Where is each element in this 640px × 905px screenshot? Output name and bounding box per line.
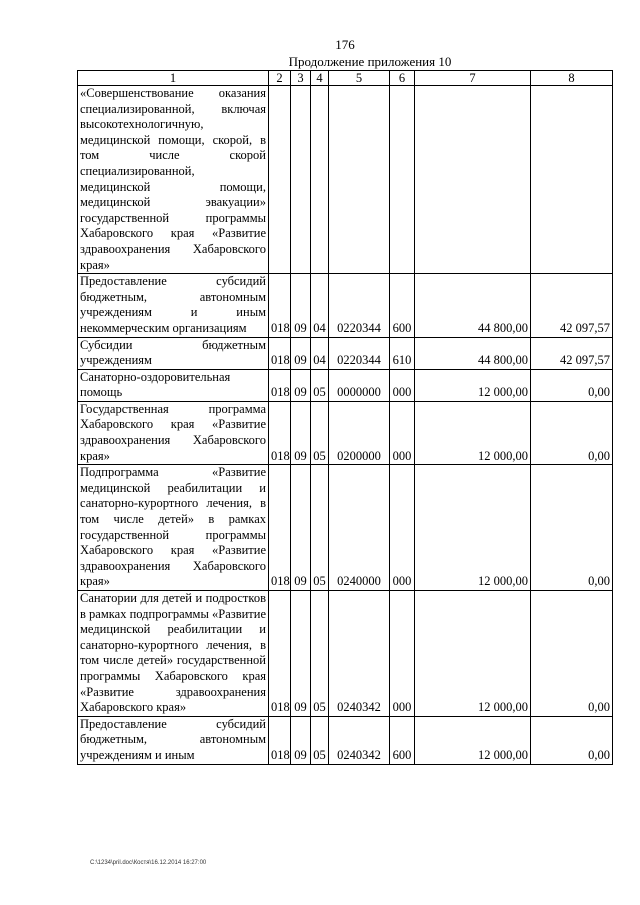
row-value-cell: 09	[291, 337, 311, 369]
row-value-cell: 000	[390, 465, 415, 591]
row-value-cell: 0220344	[329, 337, 390, 369]
row-value-cell: 12 000,00	[415, 716, 531, 764]
row-value-cell: 05	[311, 465, 329, 591]
row-value-cell: 018	[269, 465, 291, 591]
table-row	[78, 369, 613, 401]
row-value-cell: 018	[269, 716, 291, 764]
row-value-cell	[390, 86, 415, 274]
row-value-cell: 04	[311, 274, 329, 337]
column-header: 8	[531, 71, 613, 86]
row-value-cell: 12 000,00	[415, 591, 531, 717]
row-value-cell: 000	[390, 591, 415, 717]
row-value-cell: 12 000,00	[415, 465, 531, 591]
row-value-cell: 09	[291, 274, 311, 337]
row-value-cell: 600	[390, 274, 415, 337]
row-value-cell: 42 097,57	[531, 337, 613, 369]
row-value-cell: 018	[269, 337, 291, 369]
row-value-cell: 000	[390, 369, 415, 401]
row-name-cell: Предоставление субсидий бюджетным, автономным учреждениям и иным некоммерческим организациям	[78, 274, 269, 337]
row-value-cell: 018	[269, 274, 291, 337]
row-name-cell: Предоставление субсидий бюджетным, автономным учреждениям и иным	[78, 716, 269, 764]
table-row	[78, 591, 613, 717]
row-value-cell	[311, 86, 329, 274]
row-value-cell	[531, 86, 613, 274]
row-value-cell: 610	[390, 337, 415, 369]
row-value-cell: 04	[311, 337, 329, 369]
row-value-cell: 0,00	[531, 401, 613, 464]
row-name-cell: Санатории для детей и подростков в рамках подпрограммы «Развитие медицинской реабилитации и санаторно-курортного лечения, в том числе детей» государственной программы Хабаровского края «Развитие здравоохранения Хабаровского края»	[78, 591, 269, 717]
row-name-cell: Санаторно-оздоровительная помощь	[78, 369, 269, 401]
column-header: 6	[390, 71, 415, 86]
row-value-cell: 000	[390, 401, 415, 464]
table-row	[78, 401, 613, 464]
row-name-cell: Субсидии бюджетным учреждениям	[78, 337, 269, 369]
column-header: 1	[78, 71, 269, 86]
row-value-cell: 0220344	[329, 274, 390, 337]
row-value-cell: 42 097,57	[531, 274, 613, 337]
row-value-cell: 0,00	[531, 591, 613, 717]
row-value-cell: 0,00	[531, 465, 613, 591]
row-value-cell: 09	[291, 716, 311, 764]
row-value-cell: 018	[269, 401, 291, 464]
row-value-cell: 0,00	[531, 716, 613, 764]
table-row	[78, 337, 613, 369]
budget-table	[77, 70, 613, 765]
column-header: 4	[311, 71, 329, 86]
row-name-cell: Государственная программа Хабаровского края «Развитие здравоохранения Хабаровского края»	[78, 401, 269, 464]
row-value-cell: 018	[269, 591, 291, 717]
table-header-row	[78, 71, 613, 86]
row-value-cell: 05	[311, 591, 329, 717]
row-value-cell: 0240342	[329, 591, 390, 717]
row-value-cell: 44 800,00	[415, 337, 531, 369]
table-row	[78, 716, 613, 764]
row-value-cell	[291, 86, 311, 274]
column-header: 7	[415, 71, 531, 86]
table-row	[78, 465, 613, 591]
row-value-cell: 0000000	[329, 369, 390, 401]
row-value-cell: 09	[291, 465, 311, 591]
row-value-cell: 600	[390, 716, 415, 764]
row-value-cell: 05	[311, 716, 329, 764]
row-value-cell: 0200000	[329, 401, 390, 464]
row-value-cell: 09	[291, 401, 311, 464]
row-value-cell: 0240000	[329, 465, 390, 591]
row-value-cell: 018	[269, 369, 291, 401]
row-value-cell: 0240342	[329, 716, 390, 764]
row-name-cell: Подпрограмма «Развитие медицинской реабилитации и санаторно-курортного лечения, в том числе детей» в рамках государственной программы Хабаровского края «Развитие здравоохранения Хабаровского края»	[78, 465, 269, 591]
table-row	[78, 274, 613, 337]
column-header: 2	[269, 71, 291, 86]
table-row	[78, 86, 613, 274]
row-value-cell: 05	[311, 369, 329, 401]
row-value-cell	[415, 86, 531, 274]
row-value-cell: 0,00	[531, 369, 613, 401]
row-value-cell: 44 800,00	[415, 274, 531, 337]
row-name-cell: «Совершенствование оказания специализированной, включая высокотехнологичную, медицинской помощи, скорой, в том числе скорой специализированной, медицинской помощи, медицинской эвакуации» государственной программы Хабаровского края «Развитие здравоохранения Хабаровского края»	[78, 86, 269, 274]
row-value-cell: 09	[291, 369, 311, 401]
row-value-cell: 09	[291, 591, 311, 717]
row-value-cell	[329, 86, 390, 274]
page-number: 176	[335, 37, 355, 52]
file-path-footer: C:\1234\pril.doc\Костя\16.12.2014 16:27:00	[90, 860, 207, 866]
row-value-cell: 12 000,00	[415, 401, 531, 464]
row-value-cell	[269, 86, 291, 274]
column-header: 5	[329, 71, 390, 86]
appendix-continuation-title: Продолжение приложения 10	[288, 54, 452, 69]
row-value-cell: 05	[311, 401, 329, 464]
column-header: 3	[291, 71, 311, 86]
row-value-cell: 12 000,00	[415, 369, 531, 401]
